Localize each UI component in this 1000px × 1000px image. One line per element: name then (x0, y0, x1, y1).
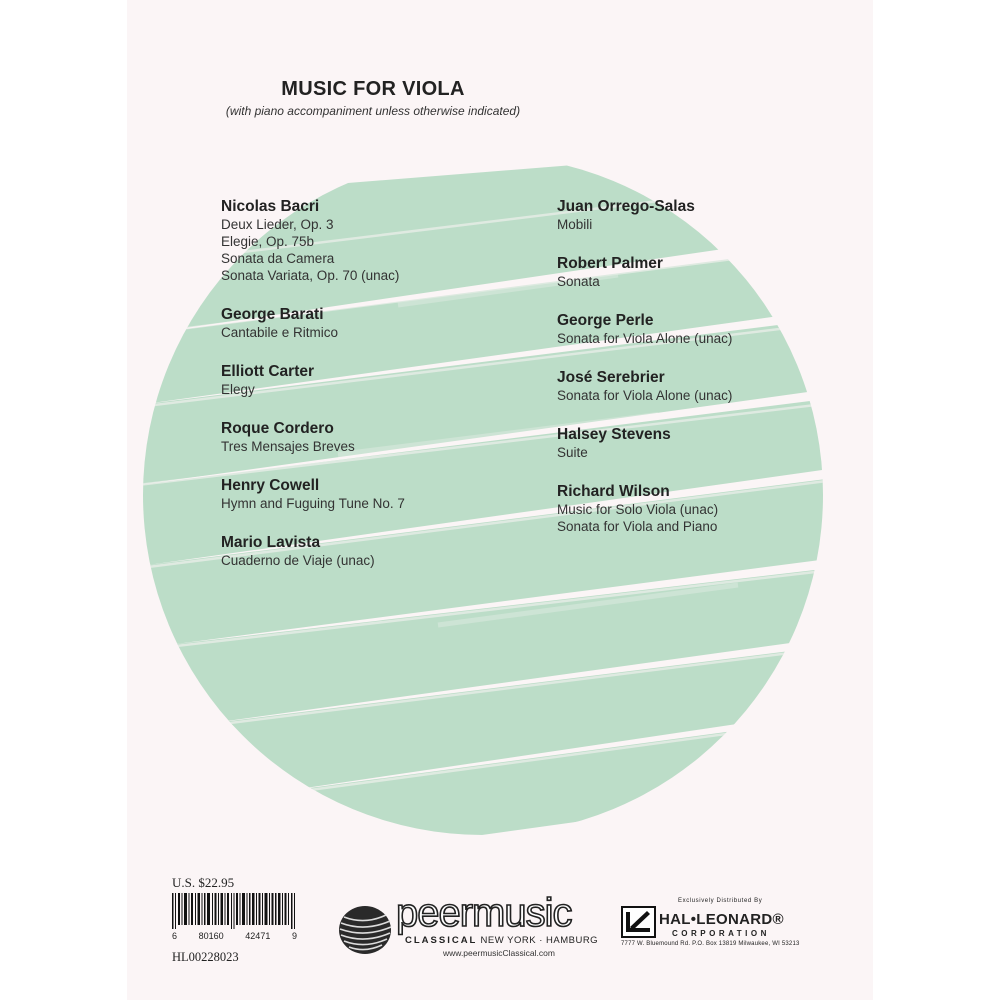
composer-entry (557, 255, 732, 290)
peermusic-disc-logo (338, 905, 392, 955)
composer-name: George Perle (557, 312, 654, 329)
composer-entry (221, 363, 405, 398)
work-title: Sonata Variata, Op. 70 (unac) (221, 268, 400, 283)
composer-entry (557, 198, 732, 233)
composer-list-right (557, 198, 732, 557)
work-title: Cuaderno de Viaje (unac) (221, 553, 375, 568)
composer-entry (221, 198, 405, 284)
work-title: Suite (557, 445, 588, 460)
distributor-address: 7777 W. Bluemound Rd. P.O. Box 13819 Milwaukee, WI 53213 (621, 941, 800, 947)
publisher-cities: NEW YORK · HAMBURG (480, 935, 599, 946)
composer-name: George Barati (221, 306, 324, 323)
page-subtitle: (with piano accompaniment unless otherwise indicated) (225, 104, 521, 118)
composer-name: Nicolas Bacri (221, 198, 320, 215)
item-number: HL00228023 (172, 950, 239, 964)
work-title: Music for Solo Viola (unac) (557, 502, 719, 517)
composer-name: Elliott Carter (221, 363, 315, 380)
barcode-digit-group: 6 (172, 931, 178, 941)
work-title: Sonata for Viola Alone (unac) (557, 331, 733, 346)
composer-entry (557, 369, 732, 404)
work-title: Hymn and Fuguing Tune No. 7 (221, 496, 405, 511)
work-title: Sonata for Viola Alone (unac) (557, 388, 733, 403)
work-title: Deux Lieder, Op. 3 (221, 217, 334, 232)
price-label: U.S. $22.95 (172, 875, 235, 890)
composer-name: Henry Cowell (221, 477, 320, 494)
work-title: Elegy (221, 382, 255, 397)
work-title: Tres Mensajes Breves (221, 439, 355, 454)
composer-name: Robert Palmer (557, 255, 663, 272)
work-title: Mobili (557, 217, 593, 232)
barcode-digit-group: 80160 (198, 931, 224, 941)
composer-entry (221, 420, 405, 455)
distributor-note: Exclusively Distributed By (678, 898, 763, 904)
page-title: MUSIC FOR VIOLA (281, 78, 465, 100)
composer-entry (221, 306, 405, 341)
barcode-digits (172, 931, 297, 941)
composer-entry (557, 483, 732, 535)
hal-leonard-logo (621, 906, 656, 938)
work-title: Sonata da Camera (221, 251, 335, 266)
composer-name: Juan Orrego-Salas (557, 198, 695, 215)
composer-entry (221, 477, 405, 512)
distributor-corporation: CORPORATION (672, 929, 770, 938)
composer-entry (557, 426, 732, 461)
work-title: Sonata for Viola and Piano (557, 519, 718, 534)
composer-list-left (221, 198, 405, 591)
barcode-digit-group: 9 (291, 931, 297, 941)
publisher-url: www.peermusicClassical.com (443, 948, 555, 958)
composer-name: Richard Wilson (557, 483, 670, 500)
work-title: Cantabile e Ritmico (221, 325, 339, 340)
composer-entry (221, 534, 405, 569)
work-title: Sonata (557, 274, 600, 289)
composer-name: Roque Cordero (221, 420, 334, 437)
composer-name: Mario Lavista (221, 534, 321, 551)
composer-name: Halsey Stevens (557, 426, 671, 443)
composer-entry (557, 312, 732, 347)
peermusic-wordmark: peermusic (396, 891, 572, 935)
publisher-classical: CLASSICAL (405, 935, 478, 946)
work-title: Elegie, Op. 75b (221, 234, 315, 249)
barcode-digit-group: 42471 (245, 931, 271, 941)
publisher-tagline (405, 935, 598, 946)
distributor-name: HAL•LEONARD® (659, 911, 784, 928)
composer-name: José Serebrier (557, 369, 665, 386)
barcode-icon (172, 893, 297, 929)
